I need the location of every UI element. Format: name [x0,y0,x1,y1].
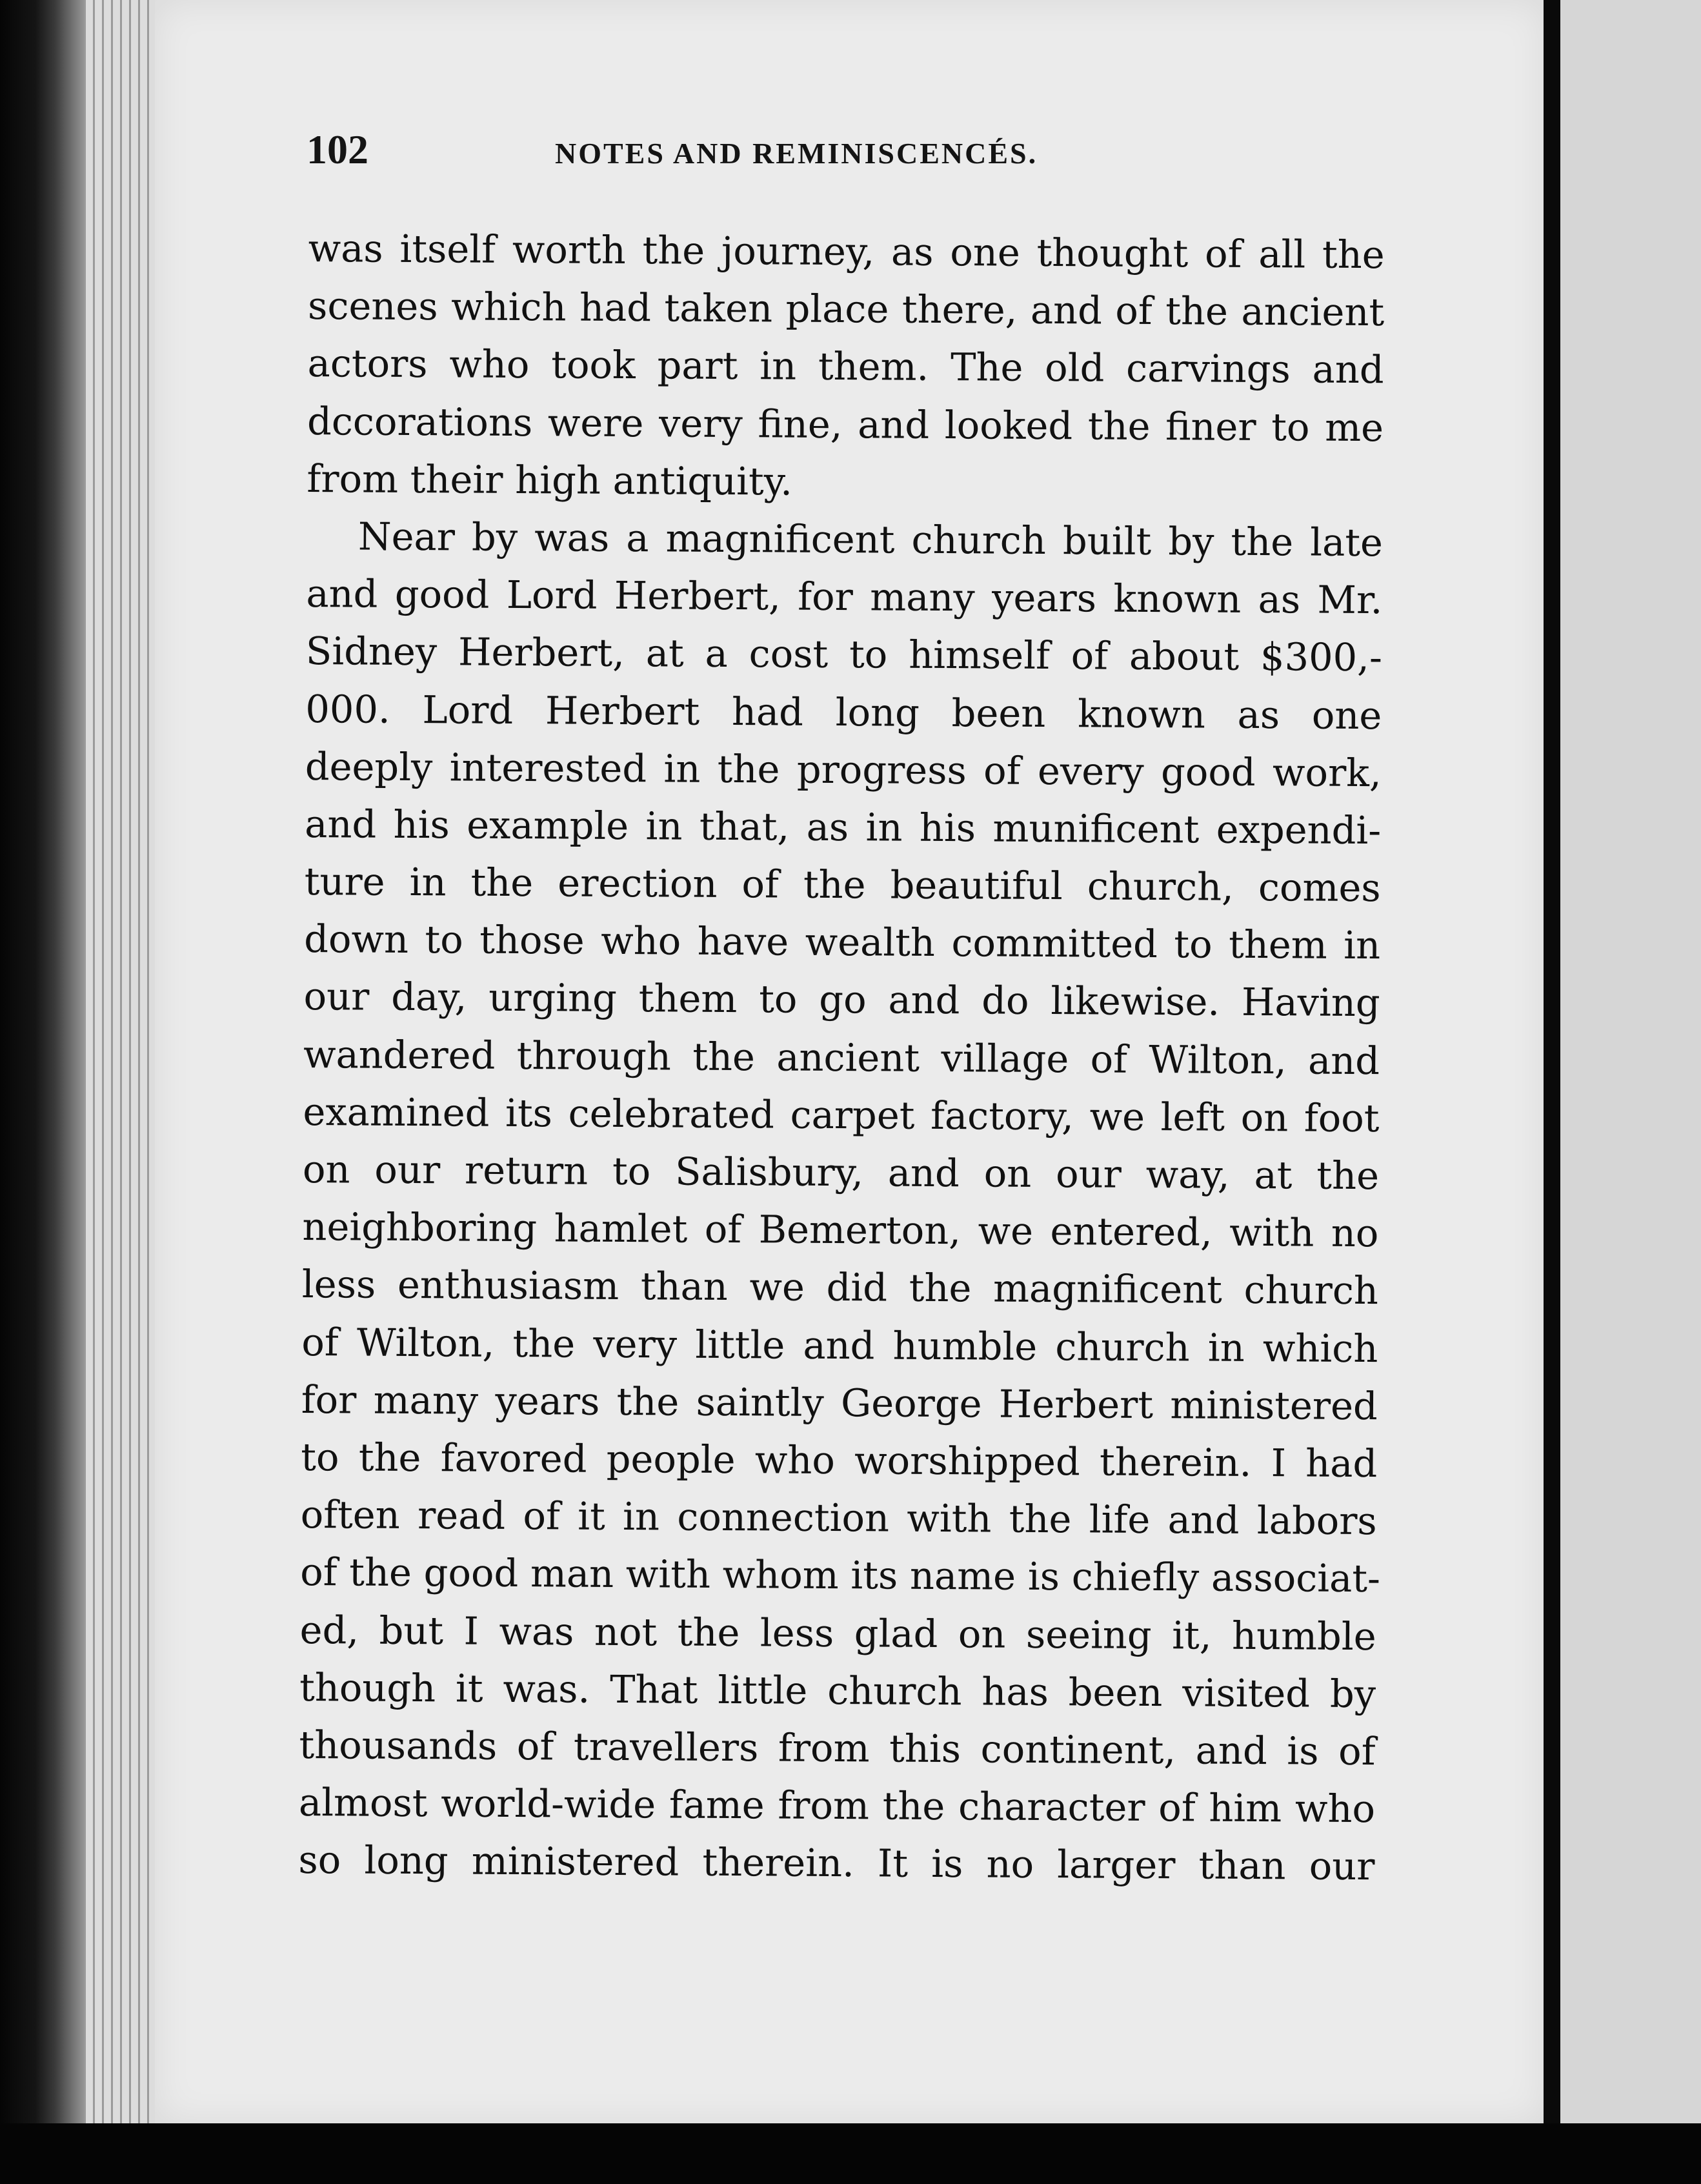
paragraph [298,507,1383,1896]
page-number: 102 [307,126,368,172]
text-line: ture in the erection of the beautiful church, comes [304,859,1381,911]
binding-shadow [0,0,97,2184]
text-line: of Wilton, the very little and humble church in which [301,1319,1378,1371]
text-line: almost world-wide fame from the character of him who [298,1780,1376,1832]
adjacent-leaf [1560,0,1701,2130]
text-line: examined its celebrated carpet factory, we left on foot [303,1089,1380,1140]
text-line: down to those who have wealth committed to them in [303,916,1381,968]
text-line: often read of it in connection with the life and labors [300,1492,1377,1544]
body-text [298,219,1385,1896]
text-line: actors who took part in them. The old carvings and [307,341,1384,392]
text-line: less enthusiasm than we did the magnificent church [301,1262,1379,1313]
text-line: on our return to Salisbury, and on our way, at the [302,1146,1380,1198]
paragraph [307,219,1385,514]
text-line: wandered through the ancient village of Wilton, and [303,1031,1380,1083]
text-line: Near by was a magnificent church built by the late [357,514,1384,565]
text-line: our day, urging them to go and do likewise. Having [303,974,1380,1026]
text-line: 000. Lord Herbert had long been known as one [305,686,1382,738]
text-line: of the good man with whom its name is chiefly associat- [299,1550,1381,1601]
bottom-dark-band [0,2123,1701,2184]
text-line: dccorations were very fine, and looked the finer to me [307,398,1384,450]
text-line: Sidney Herbert, at a cost to himself of about $300,- [305,629,1383,680]
text-line: and good Lord Herbert, for many years known as Mr. [306,571,1383,623]
running-head [307,126,1145,177]
stacked-page-edges [84,0,161,2130]
text-line: neighboring hamlet of Bemerton, we entered, with no [302,1204,1379,1256]
text-line: from their high antiquity. [307,456,793,504]
text-line: though it was. That little church has been visited by [299,1664,1376,1716]
text-line: so long ministered therein. It is no larger than our [298,1837,1375,1889]
text-line: ed, but I was not the less glad on seeing it, humble [299,1607,1376,1659]
page-edge-line [1544,0,1560,2130]
text-line: deeply interested in the progress of every good work, [305,743,1382,795]
text-line: and his example in that, as in his munificent expendi- [305,801,1382,853]
text-line: to the favored people who worshipped therein. I had [301,1434,1378,1486]
text-line: scenes which had taken place there, and of the ancient [307,283,1385,335]
text-line: thousands of travellers from this continent, and is of [299,1722,1376,1774]
running-title: NOTES AND REMINISCENCÉS. [555,137,1038,170]
text-line: was itself worth the journey, as one thought of all the [308,225,1385,278]
text-line: for many years the saintly George Herbert ministered [301,1377,1378,1428]
